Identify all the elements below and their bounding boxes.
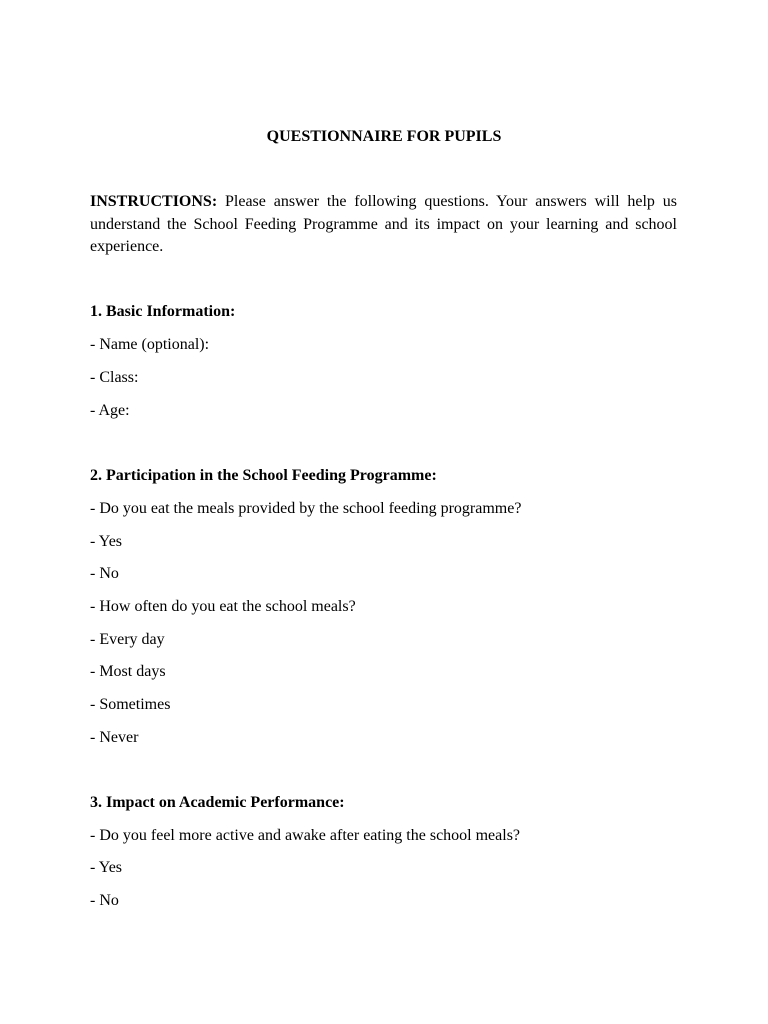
document-title: QUESTIONNAIRE FOR PUPILS [266, 128, 502, 145]
instructions-text: Please answer the following questions. Your answers will help us understand the School Feeding Programme and its impact on your learning and school experience. [90, 193, 677, 255]
section-heading-basic-information: 1. Basic Information: [90, 303, 236, 320]
instructions-label: INSTRUCTIONS: [90, 193, 218, 210]
option-every-day: - Every day [90, 631, 165, 648]
instructions-paragraph [90, 191, 677, 259]
option-no: - No [90, 565, 119, 582]
option-most-days: - Most days [90, 663, 166, 680]
field-name-optional: - Name (optional): [90, 336, 210, 353]
section-heading-participation: 2. Participation in the School Feeding Programme: [90, 467, 437, 484]
field-class: - Class: [90, 369, 139, 386]
option-yes: - Yes [90, 533, 123, 550]
question-eat-meals: - Do you eat the meals provided by the school feeding programme? [90, 500, 522, 517]
option-never: - Never [90, 729, 139, 746]
question-active-awake: - Do you feel more active and awake after eating the school meals? [90, 827, 521, 844]
option-sometimes: - Sometimes [90, 696, 171, 713]
option-no: - No [90, 892, 119, 909]
option-yes: - Yes [90, 859, 123, 876]
section-heading-academic-performance: 3. Impact on Academic Performance: [90, 794, 345, 811]
field-age: - Age: [90, 402, 130, 419]
question-how-often: - How often do you eat the school meals? [90, 598, 356, 615]
